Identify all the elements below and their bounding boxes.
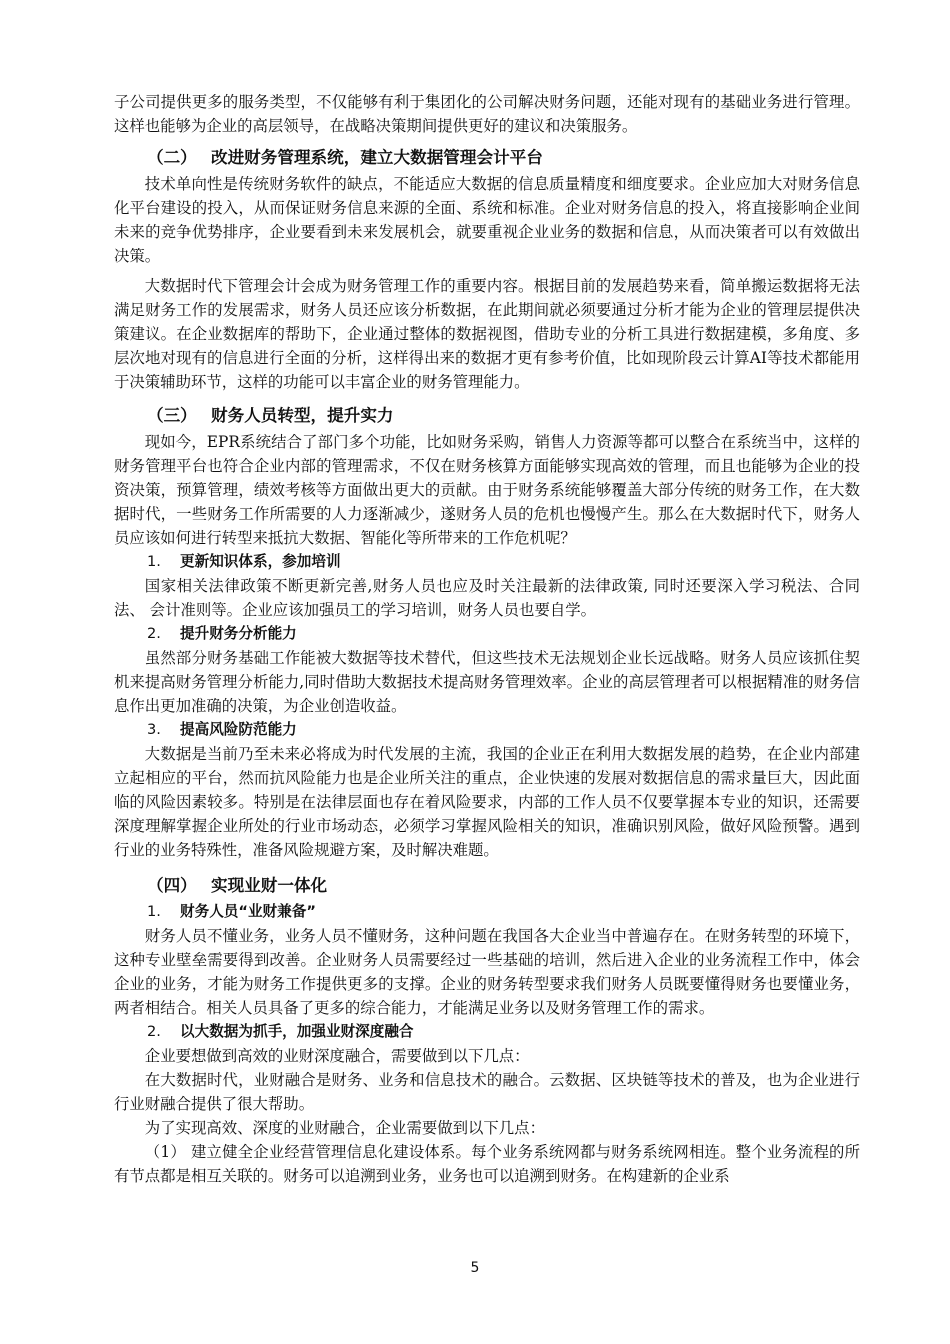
section-heading-4 xyxy=(114,872,860,900)
subsection-title: 提高风险防范能力 xyxy=(180,721,297,738)
subsection-number: 3. xyxy=(147,721,161,738)
paragraph: 大数据是当前乃至未来必将成为时代发展的主流，我国的企业正在利用大数据发展的趋势，在企业内部建立起相应的平台，然而抗风险能力也是企业所关注的重点，企业快速的发展对数据信息的需求量巨大，因此面临的风险因素较多。特别是在法律层面也存在着风险要求，内部的工作人员不仅要掌握本专业的知识，还需要深度理解掌握企业所处的行业市场动态，必须学习掌握风险相关的知识，准确识别风险，做好风险预警。遇到行业的业务特殊性，准备风险规避方案，及时解决难题。 xyxy=(114,745,860,859)
paragraph: 国家相关法律政策不断更新完善,财务人员也应及时关注最新的法律政策, 同时还要深入学习税法、合同法、 会计准则等。企业应该加强员工的学习培训，财务人员也要自学。 xyxy=(114,577,860,619)
section-number: （四） xyxy=(147,876,197,895)
paragraph-intro: 子公司提供更多的服务类型，不仅能够有利于集团化的公司解决财务问题，还能对现有的基础业务进行管理。这样也能够为企业的高层领导，在战略决策期间提供更好的建议和决策服务。 xyxy=(114,93,860,135)
document-body xyxy=(114,90,860,1188)
paragraph: 财务人员不懂业务，业务人员不懂财务，这种问题在我国各大企业当中普遍存在。在财务转型的环境下，这种专业壁垒需要得到改善。企业财务人员需要经过一些基础的培训，然后进入企业的业务流程工作中，体会企业的业务，才能为财务工作提供更多的支撑。企业的财务转型要求我们财务人员既要懂得财务也要懂业务，两者相结合。相关人员具备了更多的综合能力，才能满足业务以及财务管理工作的需求。 xyxy=(114,927,860,1017)
section-heading-3 xyxy=(114,402,860,430)
section-title: 改进财务管理系统，建立大数据管理会计平台 xyxy=(211,148,543,167)
subsection-title: 财务人员“业财兼备” xyxy=(180,903,316,920)
paragraph: （1） 建立健全企业经营管理信息化建设体系。每个业务系统网都与财务系统网相连。整个业务流程的所有节点都是相互关联的。财务可以追溯到业务，业务也可以追溯到财务。在构建新的企业系 xyxy=(114,1143,860,1185)
paragraph: 大数据时代下管理会计会成为财务管理工作的重要内容。根据目前的发展趋势来看，简单搬运数据将无法满足财务工作的发展需求，财务人员还应该分析数据，在此期间就必须要通过分析才能为企业的管理层提供决策建议。在企业数据库的帮助下，企业通过整体的数据视图，借助专业的分析工具进行数据建模，多角度、多层次地对现有的信息进行全面的分析，这样得出来的数据才更有参考价值，比如现阶段云计算AI等技术都能用于决策辅助环节，这样的功能可以丰富企业的财务管理能力。 xyxy=(114,277,860,391)
section-heading-2 xyxy=(114,144,860,172)
subsection-heading-4-1 xyxy=(114,900,860,924)
subsection-title: 更新知识体系，参加培训 xyxy=(180,553,341,570)
section-title: 实现业财一体化 xyxy=(211,876,328,895)
paragraph: 现如今，EPR系统结合了部门多个功能，比如财务采购，销售人力资源等都可以整合在系统当中，这样的财务管理平台也符合企业内部的管理需求，不仅在财务核算方面能够实现高效的管理，而且也能够为企业的投资决策，预算管理，绩效考核等方面做出更大的贡献。由于财务系统能够覆盖大部分传统的财务工作，在大数据时代，一些财务工作所需要的人力逐渐减少，遂财务人员的危机也慢慢产生。那么在大数据时代下，财务人员应该如何进行转型来抵抗大数据、智能化等所带来的工作危机呢？ xyxy=(114,433,860,547)
paragraph: 为了实现高效、深度的业财融合，企业需要做到以下几点： xyxy=(144,1119,545,1137)
subsection-heading-3-3 xyxy=(114,718,860,742)
subsection-heading-3-2 xyxy=(114,622,860,646)
paragraph: 技术单向性是传统财务软件的缺点，不能适应大数据的信息质量精度和细度要求。企业应加大对财务信息化平台建设的投入，从而保证财务信息来源的全面、系统和标准。企业对财务信息的投入，将直接影响企业间未来的竞争优势排序，企业要看到未来发展机会，就要重视企业业务的数据和信息，从而决策者可以有效做出决策。 xyxy=(114,175,860,265)
subsection-number: 1. xyxy=(147,903,161,920)
page-number: 5 xyxy=(470,1260,480,1276)
section-number: （二） xyxy=(147,148,197,167)
paragraph: 企业要想做到高效的业财深度融合，需要做到以下几点： xyxy=(144,1047,530,1065)
subsection-title: 以大数据为抓手，加强业财深度融合 xyxy=(180,1023,414,1040)
subsection-heading-4-2 xyxy=(114,1020,860,1044)
subsection-heading-3-1 xyxy=(114,550,860,574)
subsection-number: 2. xyxy=(147,1023,161,1040)
subsection-number: 2. xyxy=(147,625,161,642)
subsection-title: 提升财务分析能力 xyxy=(180,625,297,642)
paragraph: 虽然部分财务基础工作能被大数据等技术替代，但这些技术无法规划企业长远战略。财务人员应该抓住契机来提高财务管理分析能力,同时借助大数据技术提高财务管理效率。企业的高层管理者可以根据精准的财务信息作出更加准确的决策，为企业创造收益。 xyxy=(114,649,860,715)
section-number: （三） xyxy=(147,406,197,425)
subsection-number: 1. xyxy=(147,553,161,570)
paragraph: 在大数据时代，业财融合是财务、业务和信息技术的融合。云数据、区块链等技术的普及，也为企业进行行业财融合提供了很大帮助。 xyxy=(114,1071,860,1113)
section-title: 财务人员转型，提升实力 xyxy=(211,406,394,425)
